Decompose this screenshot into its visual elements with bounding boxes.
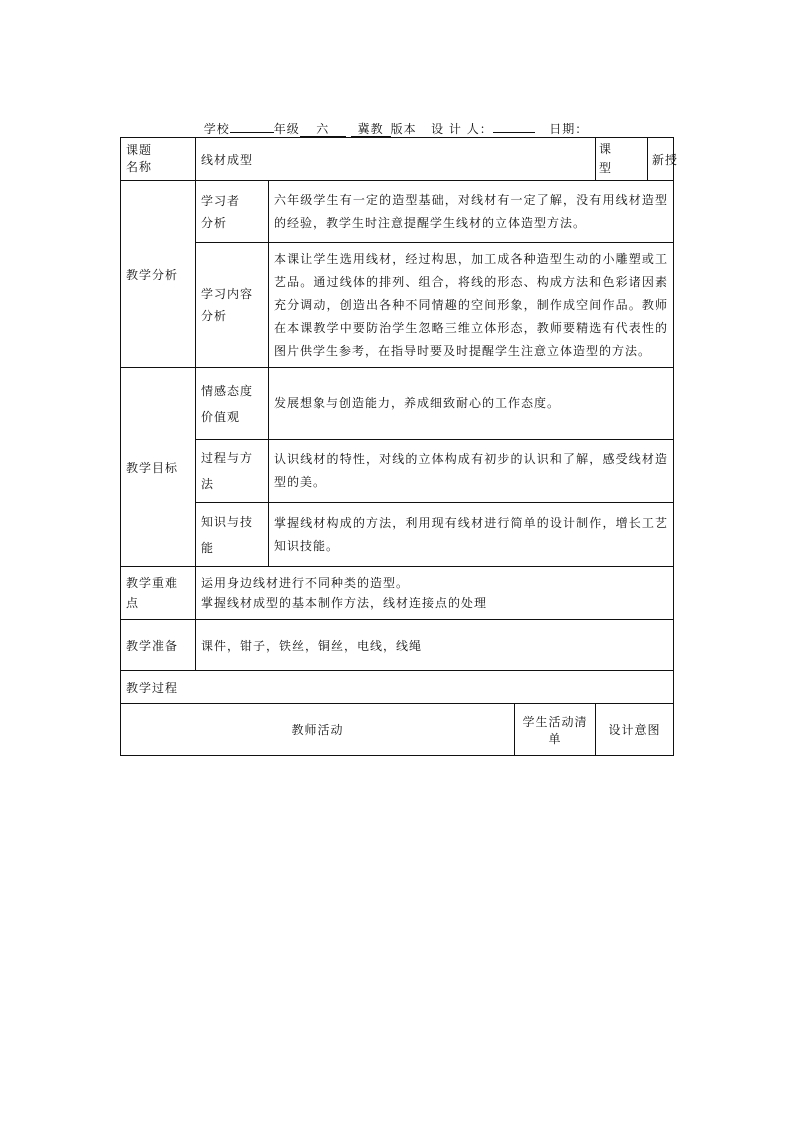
school-blank [230, 118, 274, 133]
prep-label: 教学准备 [121, 620, 196, 671]
topic-label: 课题 名称 [121, 138, 196, 181]
lesson-plan-table [120, 137, 679, 756]
analysis-label: 教学分析 [121, 181, 196, 368]
design-intent-label: 设计意图 [596, 704, 674, 756]
content-text: 本课让学生选用线材，经过构思，加工成各种造型生动的小雕塑或工艺品。通过线体的排列、组合，将线的形态、构成方法和色彩诸因素充分调动，创造出各种不同情趣的空间形象，制作成空间作品。教师在本课教学中要防治学生忽略三维立体形态，教师要精选有代表性的图片供学生参考，在指导时要及时提醒学生注意立体造型的方法。 [269, 243, 674, 368]
process-label: 教学过程 [121, 671, 674, 704]
keypoint-1: 运用身边线材进行不同种类的造型。 [201, 576, 410, 590]
header-line [120, 118, 672, 136]
school-label: 学校 [203, 122, 230, 136]
keypoint-2: 掌握线材成型的基本制作方法，线材连接点的处理 [201, 596, 488, 610]
goal-knowledge-text: 掌握线材构成的方法，利用现有线材进行简单的设计制作，增长工艺知识技能。 [269, 503, 674, 567]
goal-process-label: 过程与方 法 [196, 440, 269, 503]
topic-value: 线材成型 [196, 138, 596, 181]
topic-row [121, 138, 674, 181]
keypoints-label: 教学重难 点 [121, 567, 196, 620]
keypoints-row [121, 567, 674, 620]
goals-label: 教学目标 [121, 368, 196, 567]
content-label: 学习内容 分析 [196, 243, 269, 368]
goal-process-text: 认识线材的特性，对线的立体构成有初步的认识和了解，感受线材造型的美。 [269, 440, 674, 503]
goal-knowledge-label: 知识与技 能 [196, 503, 269, 567]
goal-knowledge-row [121, 503, 674, 567]
prep-row [121, 620, 674, 671]
learner-text: 六年级学生有一定的造型基础，对线材有一定了解，没有用线材造型的经验，教学生时注意提醒学生线材的立体造型方法。 [269, 181, 674, 243]
process-row [121, 671, 674, 704]
grade-value: 六 [300, 122, 346, 137]
learner-row [121, 181, 674, 243]
designer-label: 设 计 人： [431, 122, 493, 136]
date-label: 日期： [549, 122, 589, 136]
goal-attitude-row [121, 368, 674, 440]
teacher-activity-label: 教师活动 [121, 704, 515, 756]
type-value: 新授 [648, 138, 674, 181]
goal-attitude-text: 发展想象与创造能力，养成细致耐心的工作态度。 [269, 368, 674, 440]
content-row [121, 243, 674, 368]
goal-attitude-label: 情感态度 价值观 [196, 368, 269, 440]
designer-blank [493, 118, 535, 133]
activity-header-row [121, 704, 674, 756]
prep-text: 课件，钳子，铁丝，铜丝，电线，线绳 [196, 620, 674, 671]
edition-value: 冀教 [351, 122, 391, 137]
student-activity-label: 学生活动清单 [515, 704, 596, 756]
edition-label: 版本 [390, 122, 417, 136]
learner-label: 学习者 分析 [196, 181, 269, 243]
type-label: 课 型 [596, 138, 648, 181]
keypoints-cell [196, 567, 674, 620]
grade-label: 年级 [273, 122, 300, 136]
goal-process-row [121, 440, 674, 503]
